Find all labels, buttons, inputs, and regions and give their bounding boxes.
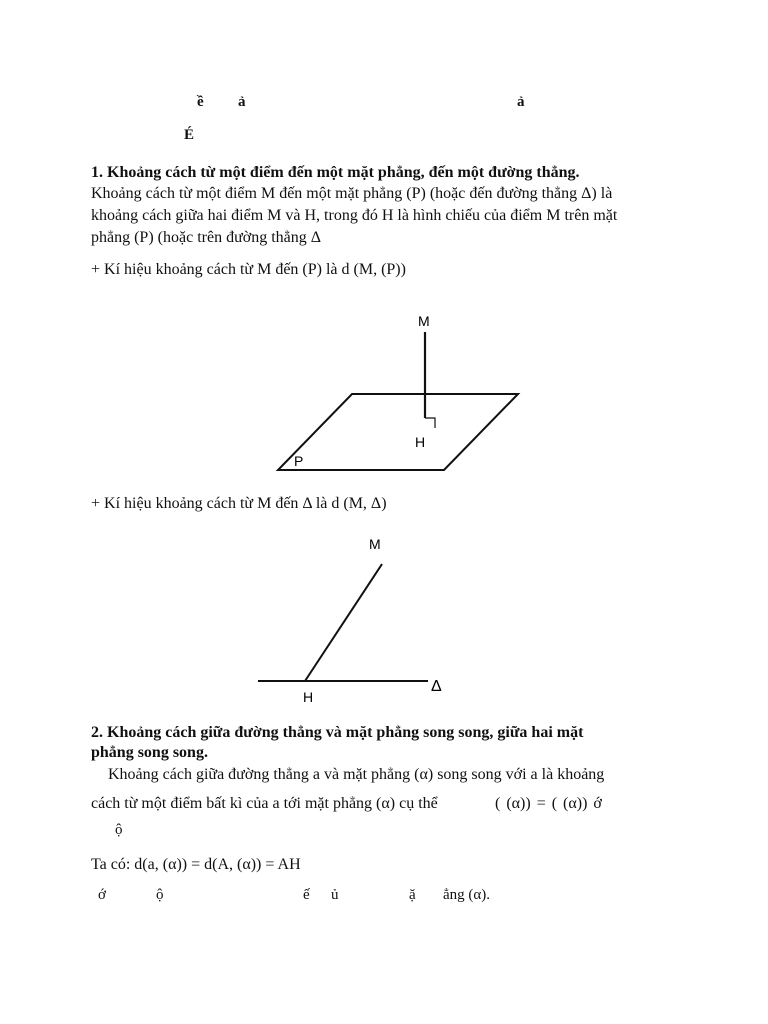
notation-line: + Kí hiệu khoảng cách từ M đến Δ là d (M, Δ) [91, 495, 387, 512]
text-fragment: ộ [115, 822, 123, 838]
section2-text-line: Khoảng cách giữa đường thẳng a và mặt phẳng (α) song song với a là khoảng [108, 766, 605, 783]
plane-parallelogram [278, 394, 518, 470]
text-fragment: ặ [409, 887, 416, 903]
section1-text-line: khoảng cách giữa hai điểm M và H, trong đó H là hình chiếu của điểm M trên mặt [91, 207, 618, 224]
plane-figure [260, 300, 550, 485]
section1-text-line: Khoảng cách từ một điểm M đến một mặt phẳng (P) (hoặc đến đường thẳng Δ) là [91, 185, 613, 202]
text-fragment: ế [303, 887, 310, 903]
label-H: H [303, 689, 314, 705]
text-fragment: ủ [331, 887, 339, 903]
header-fragment: ề [197, 94, 204, 110]
notation-plane: + Kí hiệu khoảng cách từ M đến (P) là d (M, (P)) [91, 261, 406, 278]
formula-fragment: ( (α)) = ( (α)) ớ [495, 795, 602, 812]
section1-text-line: phẳng (P) (hoặc trên đường thẳng Δ [91, 229, 322, 246]
header-fragment: É [184, 127, 195, 143]
text-fragment: ộ [156, 887, 164, 903]
label-delta: Δ [431, 678, 442, 695]
header-fragment: ả [238, 94, 246, 110]
section1-heading: 1. Khoảng cách từ một điểm đến một mặt phẳng, đến một đường thẳng. [91, 164, 580, 181]
section2-text-line: cách từ một điểm bất kì của a tới mặt phẳng (α) cụ thể [91, 795, 438, 812]
text-fragment: ớ [98, 887, 106, 903]
right-angle-mark [425, 418, 435, 428]
segment-MH [305, 564, 382, 681]
label-M: M [369, 536, 381, 552]
label-M: M [418, 313, 430, 329]
label-P: P [294, 453, 304, 469]
section2-heading: 2. Khoảng cách giữa đường thẳng và mặt phẳng song song, giữa hai mặt [91, 724, 584, 741]
line-figure [250, 530, 460, 710]
ta-co-line: Ta có: d(a, (α)) = d(A, (α)) = AH [91, 856, 301, 873]
header-fragment: ả [517, 94, 525, 110]
text-fragment: ẳng (α). [443, 887, 491, 903]
label-H: H [415, 434, 426, 450]
section2-heading: phẳng song song. [91, 744, 208, 761]
